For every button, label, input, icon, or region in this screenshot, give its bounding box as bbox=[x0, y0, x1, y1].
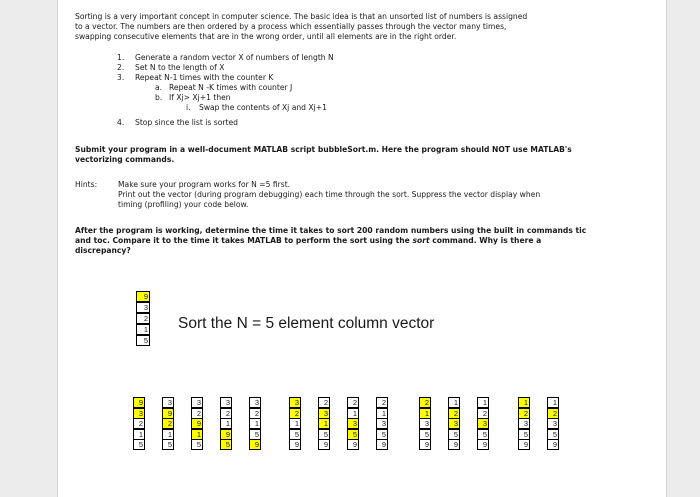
after-line-1: After the program is working, determine the time it takes to sort 200 random numbers using the built in commands tic bbox=[75, 226, 587, 235]
pass-cell: 9 bbox=[518, 439, 530, 450]
pass-cell: 9 bbox=[347, 439, 359, 450]
pass-cell: 2 bbox=[133, 418, 145, 429]
pass-cell: 1 bbox=[477, 397, 489, 408]
pass-cell: 2 bbox=[249, 408, 261, 419]
step-number: i. bbox=[186, 103, 191, 112]
pass-cell: 3 bbox=[419, 418, 431, 429]
pass-cell: 2 bbox=[162, 418, 174, 429]
pass-cell: 2 bbox=[191, 408, 203, 419]
pass-cell: 3 bbox=[249, 397, 261, 408]
pass-cell: 3 bbox=[376, 418, 388, 429]
pass-cell: 1 bbox=[289, 418, 301, 429]
step-text: If Xj> Xj+1 then bbox=[169, 93, 231, 102]
pass-cell: 2 bbox=[518, 408, 530, 419]
pass-cell: 1 bbox=[162, 429, 174, 440]
vector-cell: 5 bbox=[136, 335, 150, 346]
submit-line-2: vectorizing commands. bbox=[75, 155, 175, 164]
step-text: Repeat N-1 times with the counter K bbox=[135, 73, 274, 82]
pass-cell: 5 bbox=[448, 429, 460, 440]
pass-cell: 3 bbox=[448, 418, 460, 429]
step-text: Set N to the length of X bbox=[135, 63, 225, 72]
hint-line-2: Print out the vector (during program debugging) each time through the sort. Suppress the vector display when bbox=[118, 190, 541, 199]
pass-cell: 3 bbox=[133, 408, 145, 419]
vector-cell: 9 bbox=[136, 291, 150, 302]
figure-caption: Sort the N = 5 element column vector bbox=[178, 315, 435, 332]
pass-cell: 3 bbox=[162, 397, 174, 408]
pass-cell: 1 bbox=[518, 397, 530, 408]
pass-cell: 9 bbox=[448, 439, 460, 450]
pass-cell: 3 bbox=[347, 418, 359, 429]
pass-cell: 1 bbox=[249, 418, 261, 429]
pass-cell: 3 bbox=[289, 397, 301, 408]
step-text: Swap the contents of Xj and Xj+1 bbox=[199, 103, 327, 112]
pass-cell: 1 bbox=[133, 429, 145, 440]
pass-cell: 9 bbox=[547, 439, 559, 450]
pass-cell: 5 bbox=[347, 429, 359, 440]
pass-cell: 5 bbox=[162, 439, 174, 450]
pass-cell: 9 bbox=[133, 397, 145, 408]
pass-cell: 9 bbox=[191, 418, 203, 429]
pass-cell: 2 bbox=[448, 408, 460, 419]
step-text: Repeat N -K times with counter J bbox=[169, 83, 293, 92]
pass-cell: 1 bbox=[419, 408, 431, 419]
after-line-3: discrepancy? bbox=[75, 246, 131, 255]
pass-cell: 5 bbox=[289, 429, 301, 440]
pass-cell: 5 bbox=[133, 439, 145, 450]
pass-cell: 3 bbox=[318, 408, 330, 419]
pass-cell: 9 bbox=[419, 439, 431, 450]
pass-cell: 9 bbox=[376, 439, 388, 450]
pass-cell: 5 bbox=[249, 429, 261, 440]
pass-cell: 2 bbox=[376, 397, 388, 408]
pass-cell: 2 bbox=[318, 397, 330, 408]
pass-cell: 5 bbox=[191, 439, 203, 450]
pass-cell: 2 bbox=[419, 397, 431, 408]
after-line-2: and toc. Compare it to the time it takes MATLAB to perform the sort using the sort command. Why is there a bbox=[75, 236, 542, 245]
pass-cell: 2 bbox=[289, 408, 301, 419]
step-number: b. bbox=[155, 93, 163, 102]
hints-label: Hints: bbox=[75, 180, 98, 189]
step-number: a. bbox=[155, 83, 163, 92]
pass-cell: 5 bbox=[318, 429, 330, 440]
pass-cell: 2 bbox=[347, 397, 359, 408]
pass-cell: 3 bbox=[220, 397, 232, 408]
step-number: 4. bbox=[117, 118, 125, 127]
pass-cell: 1 bbox=[448, 397, 460, 408]
pass-cell: 5 bbox=[547, 429, 559, 440]
pass-cell: 1 bbox=[376, 408, 388, 419]
step-text: Generate a random vector X of numbers of length N bbox=[135, 53, 334, 62]
pass-cell: 5 bbox=[419, 429, 431, 440]
pass-cell: 1 bbox=[220, 418, 232, 429]
hint-line-1: Make sure your program works for N =5 first. bbox=[118, 180, 291, 189]
pass-cell: 5 bbox=[518, 429, 530, 440]
vector-cell: 3 bbox=[136, 302, 150, 313]
pass-cell: 3 bbox=[518, 418, 530, 429]
pass-cell: 5 bbox=[376, 429, 388, 440]
step-number: 2. bbox=[117, 63, 125, 72]
vector-cell: 1 bbox=[136, 324, 150, 335]
pass-cell: 2 bbox=[477, 408, 489, 419]
pass-cell: 9 bbox=[318, 439, 330, 450]
pass-cell: 3 bbox=[547, 418, 559, 429]
pass-cell: 9 bbox=[220, 429, 232, 440]
pass-cell: 9 bbox=[162, 408, 174, 419]
pass-cell: 9 bbox=[477, 439, 489, 450]
vector-cell: 2 bbox=[136, 313, 150, 324]
hint-line-3: timing (profiling) your code below. bbox=[118, 200, 249, 209]
pass-cell: 3 bbox=[191, 397, 203, 408]
pass-cell: 9 bbox=[289, 439, 301, 450]
step-text: Stop since the list is sorted bbox=[135, 118, 238, 127]
submit-line-1: Submit your program in a well-document MATLAB script bubbleSort.m. Here the program should NOT use MATLAB's bbox=[75, 145, 572, 154]
pass-cell: 1 bbox=[347, 408, 359, 419]
pass-cell: 1 bbox=[191, 429, 203, 440]
step-number: 1. bbox=[117, 53, 125, 62]
pass-cell: 2 bbox=[220, 408, 232, 419]
pass-cell: 1 bbox=[547, 397, 559, 408]
pass-cell: 9 bbox=[249, 439, 261, 450]
step-number: 3. bbox=[117, 73, 125, 82]
intro-line-3: swapping consecutive elements that are in the wrong order, until all elements are in the right order. bbox=[75, 32, 457, 41]
pass-cell: 1 bbox=[318, 418, 330, 429]
intro-line-2: to a vector. The numbers are then ordered by a process which essentially passes through the vector many times, bbox=[75, 22, 507, 31]
intro-line-1: Sorting is a very important concept in computer science. The basic idea is that an unsorted list of numbers is assigned bbox=[75, 12, 528, 21]
pass-cell: 3 bbox=[477, 418, 489, 429]
pass-cell: 2 bbox=[547, 408, 559, 419]
document-page bbox=[57, 0, 667, 497]
pass-cell: 5 bbox=[477, 429, 489, 440]
pass-cell: 5 bbox=[220, 439, 232, 450]
